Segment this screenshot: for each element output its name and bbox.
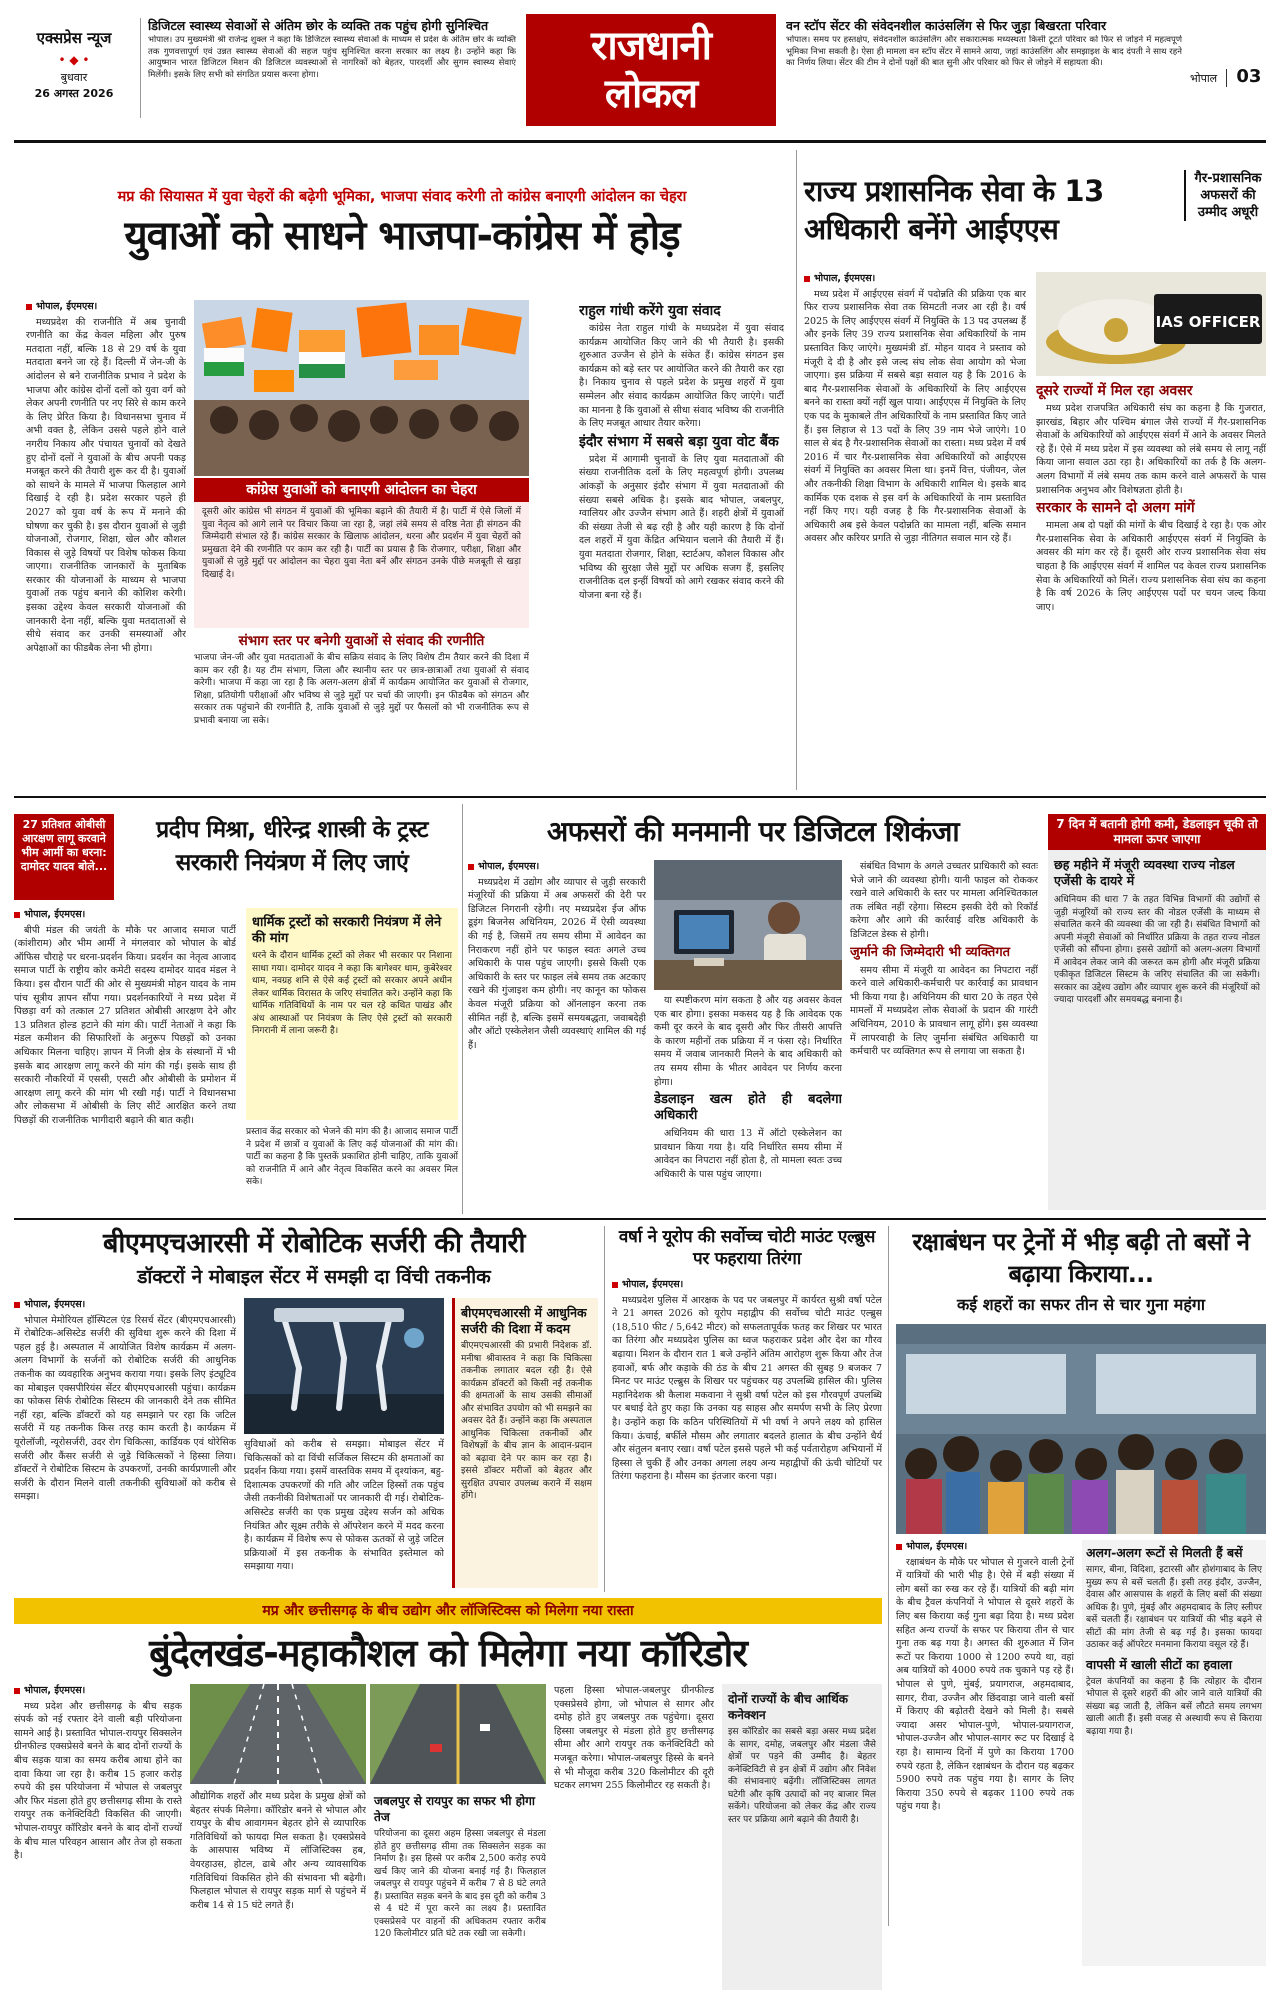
article8-col1-text: मध्य प्रदेश और छत्तीसगढ़ के बीच सड़क संपर्क को नई रफ्तार देने वाली बड़ी परियोजना सामने आई है। प्रस्तावित भोपाल-रायपुर सिक्सलेन ग्रीनफील्ड एक्सप्रेसवे बनने के बाद दोनों राज्यों के बीच सड़क यात्रा का समय करीब आधा होने का दावा किया जा रहा है। करीब 15 हजार करोड़ रुपये की इस परियोजना में भोपाल से जबलपुर और फिर मंडला होते हुए छत्तीसगढ़ सीमा के रास्ते रायपुर तक कनेक्टिविटी विकसित की जाएगी। भोपाल-रायपुर कॉरिडोर बनने के बाद दोनों राज्यों के बीच माल परिवहन आसान और तेज हो सकता है।	[14, 1700, 182, 1862]
article6-body: मध्यप्रदेश पुलिस में आरक्षक के पद पर जबलपुर में कार्यरत सुश्री वर्षा पटेल ने 21 अगस्त 2026 को यूरोप महाद्वीप की सर्वोच्च चोटी माउंट एल्ब्रुस (18,510 फीट / 5,642 मीटर) को सफलतापूर्वक फतह कर शिखर पर भारत का तिरंगा और मध्यप्रदेश पुलिस का ध्वज फहराकर प्रदेश और देश का गौरव बढ़ाया। मिशन के दौरान रात 1 बजे उन्होंने अंतिम आरोहण शुरू किया और तेज हवाओं, बर्फ और कड़ाके की ठंड के बीच 21 अगस्त की सुबह 9 बजकर 7 मिनट पर माउंट एल्ब्रुस के शिखर पर पहुंचकर यह उपलब्धि हासिल की। पुलिस महानिदेशक श्री कैलाश मकवाना ने सुश्री वर्षा पटेल को इस गौरवपूर्ण उपलब्धि पर बधाई देते हुए कहा कि उनका यह साहस और समर्पण सभी के लिए प्रेरणा है। उन्होंने कहा कि कठिन परिस्थितियों में भी वर्षा ने अपने लक्ष्य को हासिल किया। ऊंचाई, बर्फीले मौसम और लगातार बदलते हालात के बीच उन्होंने धैर्य और संतुलन बनाए रखा। वर्षा पटेल इससे पहले भी कई पर्वतारोहण अभियानों में हिस्सा ले चुकी हैं और उनका अगला लक्ष्य अन्य महाद्वीपों की ऊंची चोटियों पर तिरंगा फहराना है। मौसम का इंतजार करना पड़ा।	[612, 1294, 882, 1483]
brand-dots-icon: • ◆ •	[58, 53, 90, 67]
article4-col2-text: या स्पष्टीकरण मांग सकता है और यह अवसर केवल एक बार होगा। इसका मकसद यह है कि आवेदक एक कमी दूर करने के बाद दूसरी और फिर तीसरी आपत्ति के कारण महीनों तक प्रक्रिया में न फंसा रहे। निर्धारित समय में जवाब जानकारी मिलने के बाद अधिकारी को तय समय सीमा के भीतर आवेदन पर निर्णय करना होगा।	[654, 995, 842, 1088]
article3-body2: प्रस्ताव केंद्र सरकार को भेजने की मांग की है। आजाद समाज पार्टी ने प्रदेश में छात्रों व युवाओं के लिए कई योजनाओं की मांग की। पार्टी का कहना है कि पुस्तकें प्रकाशित होनी चाहिए, ताकि युवाओं को राजनीति में आने और नेतृत्व विकसित करने का अवसर मिल सके।	[246, 1127, 458, 1187]
article4-right-panel	[1048, 814, 1266, 1210]
article7-dateline: भोपाल, ईएमएस।	[906, 1541, 968, 1552]
brand-box	[14, 22, 134, 112]
article8-col1	[14, 1684, 182, 1990]
article4-dateline: भोपाल, ईएमएस।	[478, 861, 540, 872]
article5-box	[452, 1298, 598, 1588]
article3-sub1: धार्मिक ट्रस्टों को सरकारी नियंत्रण में लेने की मांग	[252, 915, 442, 946]
brief-right-title: वन स्टॉप सेंटर की संवेदनशील काउंसलिंग से फिर जुड़ा बिखरता परिवार	[786, 18, 1107, 33]
article4-sub2-text: समय सीमा में मंजूरी या आवेदन का निपटारा नहीं करने वाले अधिकारी-कर्मचारी पर कार्रवाई का प्रावधान भी किया गया है। अधिनियम की धारा 20 के तहत ऐसे मामलों में मध्यप्रदेश लोक सेवाओं के प्रदान की गारंटी अधिनियम, 2010 के प्रावधान लागू होंगे। इस व्यवस्था में लापरवाही के लिए जुर्माना संबंधित अधिकारी या कर्मचारी पर व्यक्तिगत रूप से लगाया जा सकता है।	[850, 964, 1038, 1058]
article1-headline: युवाओं को साधने भाजपा-कांग्रेस में होड़	[124, 213, 680, 259]
article4-col3-text: संबंधित विभाग के अगले उच्चतर प्राधिकारी को स्वतः भेजे जाने की व्यवस्था होगी। यानी फाइल को रोककर रखने वाले अधिकारी के स्तर पर मामला अनिश्चितकाल तक लंबित नहीं रहेगा। सिस्टम इसकी देरी को रिकॉर्ड करेगा और आगे की कार्रवाई वरिष्ठ अधिकारी के डिजिटल डेस्क से होगी।	[850, 861, 1038, 940]
article2-sub2-text: मामला अब दो पक्षों की मांगों के बीच दिखाई दे रहा है। एक ओर गैर-प्रशासनिक सेवा के अधिकारी आईएएस संवर्ग में नियुक्ति के अवसर की मांग कर रहे हैं। दूसरी ओर राज्य प्रशासनिक सेवा संघ चाहता है कि आईएएस संवर्ग में शामिल पद केवल राज्य प्रशासनिक सेवा के अधिकारियों को मिलें। राज्य प्रशासनिक सेवा संघ का कहना है कि वर्ष 2026 के लिए आईएएस पदों पर चयन जल्द किया जाए।	[1036, 520, 1266, 613]
article8-highway-photo	[370, 1684, 546, 1784]
page-number: 03	[1236, 66, 1262, 87]
article1-sub4: इंदौर संभाग में सबसे बड़ा युवा वोट बैंक	[579, 433, 779, 450]
article5-col2: सुविधाओं को करीब से समझा। मोबाइल सेंटर में चिकित्सकों को दा विंची सर्जिकल सिस्टम की क्षमताओं का प्रदर्शन किया गया। इसमें वास्तविक समय में दृश्यांकन, बहु-दिशात्मक उपकरणों की गति और जटिल हिस्सों तक पहुंच जैसी तकनीकी विशेषताओं पर जानकारी दी गई। रोबोटिक-असिस्टेड सर्जरी का एक प्रमुख उद्देश्य सर्जन को अधिक नियंत्रित और सूक्ष्म तरीके से ऑपरेशन करने में मदद करना है। कार्यक्रम में विशेष रूप से फोकस ऊतकों से जुड़े जटिल प्रक्रियाओं में इस तकनीक के संभावित इस्तेमाल को समझाया गया।	[244, 1439, 444, 1573]
article1-dateline: भोपाल, ईएमएस।	[36, 301, 98, 312]
article8-sub1: जबलपुर से रायपुर का सफर भी होगा तेज	[374, 1794, 535, 1824]
brief-left-text: भोपाल। उप मुख्यमंत्री श्री राजेन्द्र शुक्ल ने कहा कि डिजिटल स्वास्थ्य सेवाओं के माध्यम से प्रदेश के अंतिम छोर के व्यक्ति तक गुणवत्तापूर्ण एवं उन्नत स्वास्थ्य सेवाओं की सहज पहुंच सुनिश्चित करना सरकार का लक्ष्य है। उन्होंने कहा कि आयुष्मान भारत डिजिटल मिशन की डिजिटल व्यवस्थाओं से नागरिकों को बेहतर, पारदर्शी और सुगम स्वास्थ्य सेवाएं मिलेंगी। इसके लिए सभी को संगठित प्रयास करना होगा।	[148, 35, 516, 80]
article5-box-title: बीएमएचआरसी में आधुनिक सर्जरी की दिशा में कदम	[461, 1305, 587, 1336]
article4-sub1-text: अधिनियम की धारा 13 में ऑटो एस्केलेशन का प्रावधान किया गया है। यदि निर्धारित समय सीमा में आवेदन का निपटारा नहीं होता है, तो मामला स्वतः उच्च अधिकारी के पास पहुंच जाएगा।	[654, 1128, 842, 1180]
article4-sub2: जुर्माने की जिम्मेदारी भी व्यक्तिगत	[850, 944, 1011, 960]
article2-ias-cap-photo	[1036, 272, 1266, 376]
article7-col1	[896, 1540, 1074, 1966]
article8-dateline: भोपाल, ईएमएस।	[24, 1685, 86, 1696]
article3-left-box: 27 प्रतिशत ओबीसी आरक्षण लागू करवाने भीम आर्मी का धरना: दामोदर यादव बोले...	[14, 814, 114, 900]
article7-col2-sub-text: ट्रेवल कंपनियों का कहना है कि त्योहार के दौरान भोपाल से दूसरे शहरों की ओर जाने वाले यात्रियों की संख्या बढ़ जाती है, लेकिन बसें लौटते समय लगभग खाली आती हैं। इसी वजह से अस्थायी रूप से किराया बढ़ाया गया है।	[1086, 1676, 1262, 1737]
page-city: भोपाल	[1190, 72, 1218, 85]
article1-col1-text: मध्यप्रदेश की राजनीति में अब चुनावी रणनीति का केंद्र केवल महिला और पुरुष मतदाता नहीं, बल्कि 18 से 29 वर्ष के युवा मतदाता बनने जा रहे हैं। दिल्ली में जेन-जी के आंदोलन से बने राजनीतिक प्रभाव ने प्रदेश के भाजपा और कांग्रेस दोनों दलों को युवा वर्ग को लेकर अपनी रणनीति पर नए सिरे से काम करने के लिए प्रेरित किया है। विधानसभा चुनाव में अभी वक्त है, लेकिन उससे पहले होने वाले नगरीय निकाय और पंचायत चुनावों को देखते हुए दोनों दलों ने युवाओं के बीच अपनी पकड़ मजबूत करने की तैयारी शुरू कर दी है। युवाओं को साधने के मामले में भाजपा फिलहाल आगे दिखाई दे रही है। प्रदेश सरकार पहले ही 2027 को युवा वर्ष के रूप में मनाने की घोषणा कर चुकी है। इस दौरान युवाओं से जुड़ी योजनाओं, रोजगार, शिक्षा, खेल और कौशल विकास से जुड़े विषयों पर विशेष फोकस किया जाएगा। राजनीतिक जानकारों के मुताबिक सरकार की योजनाओं के माध्यम से भाजपा युवाओं तक पहुंच बनाने की कोशिश करेगी। इसका उद्देश्य केवल सरकारी योजनाओं की जानकारी देना नहीं, बल्कि युवा मतदाताओं से सीधे संवाद कर उनकी समस्याओं और अपेक्षाओं का फीडबैक लेना भी होगा।	[26, 316, 186, 654]
section-title-box	[526, 14, 776, 126]
article1-kicker: मप्र की सियासत में युवा चेहरों की बढ़ेगी भूमिका, भाजपा संवाद करेगी तो कांग्रेस बनाएगी आंदोलन का चेहरा	[117, 189, 687, 205]
article7-col1-text: रक्षाबंधन के मौके पर भोपाल से गुजरने वाली ट्रेनों में यात्रियों की भारी भीड़ है। ऐसे में बड़ी संख्या में लोग बसों का रुख कर रहे हैं। यात्रियों की बढ़ी मांग के बीच ट्रैवल कंपनियों ने भोपाल से दूसरे शहरों के लिए बस किराया कई गुना बढ़ा दिया है। मध्य प्रदेश सहित अन्य राज्यों के सफर पर किराया तीन से चार गुना तक बढ़ गया है। अगस्त की शुरुआत में जिन रूटों पर किराया 1000 से 1200 रुपये था, वहां अब यात्रियों को 4000 रुपये तक चुकाने पड़ रहे हैं। भोपाल से पुणे, मुंबई, प्रयागराज, अहमदाबाद, सागर, रीवा, उज्जैन और छिंदवाड़ा जाने वाली बसों में किराए की बढ़ोतरी देखने को मिली है। सबसे ज्यादा असर भोपाल-पुणे, भोपाल-प्रयागराज, भोपाल-उज्जैन और भोपाल-सागर रूट पर दिखाई दे रहा है। सामान्य दिनों में पुणे का किराया 1700 रुपये रहता है, लेकिन रक्षाबंधन के दौरान यह बढ़कर 5900 रुपये तक पहुंच गया है। सागर के लिए किराया 350 रुपये से बढ़कर 1100 रुपये तक पहुंच गया है।	[896, 1556, 1074, 1813]
article2-body: मध्य प्रदेश में आईएएस संवर्ग में पदोन्नति की प्रक्रिया एक बार फिर राज्य प्रशासनिक सेवा तक सिमटती नजर आ रही है। वर्ष 2025 के लिए आईएएस संवर्ग में नियुक्ति के 13 पद उपलब्ध हैं और इनके लिए 39 राज्य प्रशासनिक सेवा अधिकारियों के नाम प्रस्तावित किए जाएंगे। मुख्यमंत्री डॉ. मोहन यादव ने प्रस्ताव को मंजूरी दे दी है और इसे जल्द संघ लोक सेवा आयोग को भेजा जाएगा। इस प्रक्रिया में सबसे बड़ा सवाल यह है कि 2016 के बाद गैर-प्रशासनिक सेवाओं के अधिकारियों के लिए आईएएस बनने का रास्ता क्यों नहीं खुल पाया। आईएएस में नियुक्ति के लिए एक पद के मुकाबले तीन अधिकारियों के नाम प्रस्तावित किए जाते हैं। इस लिहाज से 13 पदों के लिए 39 नाम भेजे जाएंगे। 10 साल से बंद है गैर-प्रशासनिक सेवाओं का रास्ता। मध्य प्रदेश में वर्ष 2016 में चार गैर-प्रशासनिक सेवा अधिकारियों को आईएएस संवर्ग में नियुक्ति का अवसर मिला था। इनमें वित्त, पंजीयन, जेल और तकनीकी शिक्षा विभाग के अधिकारी शामिल थे। इसके बाद कार्मिक एक दशक से इस वर्ग के अधिकारियों के नाम प्रस्तावित नहीं किए गए। यही वजह है कि गैर-प्रशासनिक सेवाओं के अधिकारी अब इसे केवल पदोन्नति का मामला नहीं, बल्कि समान अवसर और करियर प्रगति से जुड़ा नीतिगत सवाल मान रहे हैं।	[804, 288, 1026, 545]
brand-name: एक्सप्रेस न्यूज	[36, 29, 112, 47]
article5-subhead: डॉक्टरों ने मोबाइल सेंटर में समझी दा विंची तकनीक	[137, 1266, 491, 1288]
article2-right-col	[1036, 380, 1266, 792]
article5-headline: बीएमएचआरसी में रोबोटिक सर्जरी की तैयारी	[102, 1228, 525, 1259]
article1-sub3: राहुल गांधी करेंगे युवा संवाद	[579, 303, 721, 319]
article3-body: बीपी मंडल की जयंती के मौके पर आजाद समाज पार्टी (कांशीराम) और भीम आर्मी ने मंगलवार को भोपाल के बोर्ड ऑफिस चौराहे पर धरना-प्रदर्शन किया। प्रदर्शन का नेतृत्व आजाद समाज पार्टी के राष्ट्रीय कोर कमेटी सदस्य दामोदर यादव मंडल ने किया। इस दौरान पार्टी की ओर से मुख्यमंत्री मोहन यादव के नाम पांच सूत्रीय ज्ञापन सौंपा गया। प्रदर्शनकारियों ने मध्य प्रदेश में पिछड़ा वर्ग को तत्काल 27 प्रतिशत ओबीसी आरक्षण देने और 13 प्रतिशत होल्ड हटाने की मांग की। पार्टी नेताओं ने कहा कि मंडल कमीशन की सिफारिशों के अनुरूप पिछड़ों को उनका अधिकार मिलना चाहिए। ज्ञापन में निजी क्षेत्र के संस्थानों में भी इसके बाद आरक्षण लागू करने की मांग की गई। इसके साथ ही सरकारी नौकरियों में एससी, एसटी और ओबीसी के प्रमोशन में आरक्षण लागू करने की मांग भी रखी गई। पार्टी ने विधानसभा और लोकसभा में ओबीसी के लिए सीटें आरक्षित करने तथा पिछड़ों की राजनीतिक भागीदारी बढ़ाने की बात कही।	[14, 924, 236, 1126]
article4-right-sub: छह महीने में मंजूरी व्यवस्था राज्य नोडल एजेंसी के दायरे में	[1054, 857, 1235, 888]
brief-right-text: भोपाल। समय पर हस्तक्षेप, संवेदनशील काउंसलिंग और सकारात्मक मध्यस्थता किसी टूटते परिवार को फिर से जोड़ने में महत्वपूर्ण भूमिका निभा सकती है। ऐसा ही मामला वन स्टॉप सेंटर में सामने आया, जहां काउंसलिंग और समझाइश के बाद दंपती ने साथ रहने का निर्णय लिया। सेंटर की टीम ने दोनों पक्षों की बात सुनी और परिवार को फिर से जोड़ने में सहायता की।	[786, 35, 1182, 68]
article7-crowd-photo	[896, 1324, 1266, 1534]
article7-col2-text: सागर, बीना, विदिशा, इटारसी और होशंगाबाद के लिए मुख्य रूप से बसें चलती हैं। इसी तरह इंदौर, उज्जैन, देवास और आसपास के शहरों के लिए बसों की संख्या अधिक है। पुणे, मुंबई और अहमदाबाद के लिए स्लीपर बसें चलती हैं। रक्षाबंधन पर यात्रियों की भीड़ बढ़ने से सीटों की मांग तेजी से बढ़ गई है। इसका फायदा उठाकर कई ऑपरेटर मनमाना किराया वसूल रहे हैं।	[1086, 1565, 1262, 1650]
article8-sub2-box	[722, 1684, 882, 1990]
article6-headline: वर्षा ने यूरोप की सर्वोच्च चोटी माउंट एल्ब्रुस पर फहराया तिरंगा	[618, 1227, 876, 1269]
article-ias-promotion	[804, 160, 1266, 790]
article7-col2-sub: वापसी में खाली सीटों का हवाला	[1086, 1656, 1232, 1672]
article1-photo-caption-box	[194, 478, 529, 628]
article4-col1	[468, 860, 646, 1210]
article2-sub2: सरकार के सामने दो अलग मांगें	[1036, 500, 1195, 517]
brief-left	[148, 18, 516, 118]
article-digital-monitoring	[468, 804, 1266, 1214]
article8-sub1-text: परियोजना का दूसरा अहम हिस्सा जबलपुर से मंडला होते हुए छत्तीसगढ़ सीमा तक सिक्सलेन सड़क का निर्माण है। इस हिस्से पर करीब 2,500 करोड़ रुपये खर्च किए जाने की योजना बनाई गई है। फिलहाल जबलपुर से रायपुर पहुंचने में करीब 7 से 8 घंटे लगते हैं। प्रस्तावित सड़क बनने के बाद इस दूरी को करीब 3 से 4 घंटे में पूरा करने का लक्ष्य है। प्रस्तावित एक्सप्रेसवे पर वाहनों की अधिकतम रफ्तार करीब 120 किलोमीटर प्रति घंटे तक रखी जा सकेगी।	[374, 1829, 546, 1939]
article1-photo-caption: कांग्रेस युवाओं को बनाएगी आंदोलन का चेहरा	[194, 478, 529, 502]
article7-col2	[1082, 1540, 1266, 1966]
article4-col3	[850, 860, 1038, 1210]
article-everest-elbrus	[612, 1226, 882, 1592]
article4-office-photo	[654, 860, 842, 990]
article4-sub1: डेडलाइन खत्म होते ही बदलेगा अधिकारी	[654, 1092, 842, 1124]
article5-dateline: भोपाल, ईएमएस।	[24, 1299, 86, 1310]
article-bus-fares	[896, 1226, 1266, 1970]
article5-robot-photo	[244, 1298, 444, 1434]
article4-headline: अफसरों की मनमानी पर डिजिटल शिकंजा	[546, 815, 960, 848]
article1-rally-photo	[194, 300, 529, 476]
brief-right	[786, 18, 1182, 118]
article6-dateline: भोपाल, ईएमएस।	[622, 1279, 684, 1290]
article3-sub1-box	[246, 908, 458, 1120]
article3-col1	[14, 908, 236, 1204]
article2-body-col	[804, 272, 1026, 792]
issue-date: 26 अगस्त 2026	[34, 87, 114, 100]
article8-sub2: दोनों राज्यों के बीच आर्थिक कनेक्शन	[728, 1692, 848, 1722]
article4-right-text: अधिनियम की धारा 7 के तहत विभिन्न विभागों की उद्योगों से जुड़ी मंजूरियों को राज्य स्तर की नोडल एजेंसी के माध्यम से संचालित करने की व्यवस्था की जा रही है। संबंधित विभागों को अपनी मंजूरी सेवाओं को निर्धारित प्रक्रिया के तहत राज्य नोडल एजेंसी को सौंपना होगा। इससे उद्योगों को अलग-अलग विभागों में आवेदन लेकर जाने की जरूरत कम होगी और मंजूरी प्रक्रिया एकीकृत डिजिटल सिस्टम के जरिए संचालित की जा सकेगी। सरकार का उद्देश्य उद्योग और व्यापार शुरू करने की मंजूरियों को ज्यादा पारदर्शी और समयबद्ध बनाना है।	[1054, 895, 1260, 1005]
article8-sub2-text: इस कॉरिडोर का सबसे बड़ा असर मध्य प्रदेश के सागर, दमोह, जबलपुर और मंडला जैसे क्षेत्रों पर पड़ने की उम्मीद है। बेहतर कनेक्टिविटी से इन क्षेत्रों में उद्योग और निवेश की संभावनाएं बढ़ेंगी। लॉजिस्टिक्स लागत घटेगी और कृषि उत्पादों को नए बाजार मिल सकेंगे। परियोजना को लेकर केंद्र और राज्य स्तर पर प्रक्रिया आगे बढ़ाने की तैयारी है।	[728, 1727, 876, 1825]
article8-sub1-box	[374, 1790, 546, 1990]
article5-col1-text: भोपाल मेमोरियल हॉस्पिटल एंड रिसर्च सेंटर (बीएमएचआरसी) में रोबोटिक-असिस्टेड सर्जरी की सुविधा शुरू करने की दिशा में पहल हुई है। अस्पताल में आयोजित विशेष कार्यक्रम में अलग-अलग विभागों के सर्जनों को रोबोटिक सर्जरी की आधुनिक तकनीक का व्यवहारिक अनुभव कराया गया। इसके लिए इंट्यूटिव का मोबाइल एक्सपीरियंस सेंटर बीएमएचआरसी पहुंचा। कार्यक्रम का फोकस सिर्फ रोबोटिक सिस्टम की जानकारी देने तक सीमित नहीं रहा, बल्कि डॉक्टरों को यह समझाने पर रहा कि जटिल सर्जरी में यह तकनीक किस तरह काम करती है। कार्यक्रम में यूरोलॉजी, न्यूरोसर्जरी, उदर रोग चिकित्सा, कार्डियक एवं थोरेसिक सर्जरी और कैंसर सर्जरी से जुड़े चिकित्सकों ने हिस्सा लिया। डॉक्टरों ने रोबोटिक सिस्टम के उपकरणों, उनकी कार्यप्रणाली और सर्जरी के दौरान मिलने वाली तकनीकी सुविधाओं को करीब से समझा।	[14, 1314, 236, 1503]
article7-col2-title: अलग-अलग रूटों से मिलती हैं बसें	[1086, 1545, 1243, 1560]
article2-dateline: भोपाल, ईएमएस।	[814, 273, 876, 284]
article2-sub1: दूसरे राज्यों में मिल रहा अवसर	[1036, 383, 1193, 399]
article6-col	[612, 1278, 882, 1588]
article3-headline: प्रदीप मिश्रा, धीरेन्द्र शास्त्री के ट्रस्ट सरकारी नियंत्रण में लिए जाएं	[156, 817, 428, 876]
article1-col3	[579, 300, 784, 780]
article4-col1-text: मध्यप्रदेश में उद्योग और व्यापार से जुड़ी सरकारी मंजूरियों की प्रक्रिया में अब अफसरों की देरी पर डिजिटल निगरानी रहेगी। नए मध्यप्रदेश ईज ऑफ डूइंग बिजनेस अधिनियम, 2026 में ऐसी व्यवस्था की गई है, जिसमें तय समय सीमा में आवेदन का निराकरण नहीं होने पर फाइल स्वतः अगले उच्च अधिकारी के पास पहुंच जाएगी। इससे किसी एक अधिकारी के स्तर पर फाइल लंबे समय तक अटकाए रखने की गुंजाइश कम होगी। नए कानून का फोकस केवल मंजूरी प्रक्रिया को ऑनलाइन करना तक सीमित नहीं है, बल्कि इसमें समयबद्धता, जवाबदेही और ऑटो एस्केलेशन जैसी व्यवस्थाएं शामिल की गई हैं।	[468, 876, 646, 1051]
article7-headline: रक्षाबंधन पर ट्रेनों में भीड़ बढ़ी तो बसों ने बढ़ाया किराया...	[912, 1228, 1250, 1288]
article8-col2: औद्योगिक शहरों और मध्य प्रदेश के प्रमुख क्षेत्रों को बेहतर संपर्क मिलेगा। कॉरिडोर बनने से भोपाल और रायपुर के बीच आवागमन बेहतर होने से व्यापारिक गतिविधियों को फायदा मिल सकता है। एक्सप्रेसवे के आसपास भविष्य में लॉजिस्टिक्स हब, वेयरहाउस, होटल, ढाबे और अन्य व्यावसायिक गतिविधियां विकसित होने की संभावना भी बढ़ेगी। फिलहाल भोपाल से रायपुर सड़क मार्ग से पहुंचने में करीब 14 से 15 घंटे लगते हैं।	[190, 1791, 366, 1911]
article8-kicker: मप्र और छत्तीसगढ़ के बीच उद्योग और लॉजिस्टिक्स को मिलेगा नया रास्ता	[262, 1603, 634, 1619]
masthead	[14, 14, 1266, 134]
section-title-line1: राजधानी	[591, 23, 711, 69]
article1-sub2-box	[194, 630, 529, 780]
article5-col1	[14, 1298, 236, 1588]
article7-subhead: कई शहरों का सफर तीन से चार गुना महंगा	[957, 1295, 1205, 1314]
article2-side-note: गैर-प्रशासनिक अफसरों की उम्मीद अधूरी	[1184, 170, 1266, 221]
article1-photo-caption-text: दूसरी ओर कांग्रेस भी संगठन में युवाओं की भूमिका बढ़ाने की तैयारी में है। पार्टी में ऐसे जिलों में युवा नेतृत्व को आगे लाने पर विचार किया जा रहा है, जहां लंबे समय से वरिष्ठ नेता ही संगठन की जिम्मेदारी संभाल रहे हैं। कांग्रेस सरकार के खिलाफ आंदोलन, धरना और प्रदर्शन में युवा चेहरों को प्रमुखता देने की रणनीति पर काम कर रही है। पार्टी का प्रयास है कि रोजगार, परीक्षा, शिक्षा और युवाओं से जुड़े मुद्दों पर आंदोलन का चेहरा युवा नेता बनें और संगठन उनके पीछे मजबूती से खड़ा दिखाई दे।	[202, 507, 521, 580]
article5-box-text: बीएमएचआरसी की प्रभारी निदेशक डॉ. मनीषा श्रीवास्तव ने कहा कि चिकित्सा तकनीक लगातार बदल रही है। ऐसे कार्यक्रम डॉक्टरों को किसी नई तकनीक की क्षमताओं के साथ उसकी सीमाओं और संभावित उपयोग को भी समझने का अवसर देते हैं। उन्होंने कहा कि अस्पताल आधुनिक चिकित्सा तकनीकों और विशेषज्ञों के बीच ज्ञान के आदान-प्रदान को बढ़ावा देने पर काम कर रहा है। इससे डॉक्टर मरीजों को बेहतर और सुरक्षित उपचार उपलब्ध कराने में सक्षम होंगे।	[461, 1341, 592, 1501]
brief-left-title: डिजिटल स्वास्थ्य सेवाओं से अंतिम छोर के व्यक्ति तक पहुंच होगी सुनिश्चित	[148, 18, 489, 33]
article8-col4: पहला हिस्सा भोपाल-जबलपुर ग्रीनफील्ड एक्सप्रेसवे होगा, जो भोपाल से सागर और दमोह होते हुए जबलपुर तक पहुंचेगा। दूसरा हिस्सा जबलपुर से मंडला होते हुए छत्तीसगढ़ सीमा और आगे रायपुर तक कनेक्टिविटी को मजबूत करेगा। भोपाल-जबलपुर हिस्से के बनने से भी मौजूदा करीब 320 किलोमीटर की दूरी घटकर लगभग 255 किलोमीटर रह सकती है।	[554, 1685, 714, 1792]
article8-headline: बुंदेलखंड-महाकौशल को मिलेगा नया कॉरिडोर	[149, 1631, 747, 1675]
article1-sub3-text: कांग्रेस नेता राहुल गांधी के मध्यप्रदेश में युवा संवाद कार्यक्रम आयोजित किए जाने की भी तैयारी है। इसकी शुरुआत उज्जैन से होने के संकेत हैं। कांग्रेस संगठन इस कार्यक्रम को बड़े स्तर पर आयोजित करने की तैयारी कर रहा है। निकाय चुनाव से पहले प्रदेश के प्रमुख शहरों में युवा सम्मेलन और संवाद कार्यक्रम आयोजित किए जाएंगे। पार्टी का मानना है कि युवाओं से सीधा संवाद भविष्य की राजनीति के लिए मजबूत आधार तैयार करेगा।	[579, 323, 784, 430]
article1-sub2: संभाग स्तर पर बनेगी युवाओं से संवाद की रणनीति	[238, 633, 485, 649]
article-obc-protest	[14, 804, 458, 1214]
article2-sign-text: IAS OFFICER	[1155, 313, 1261, 331]
article8-expressway-photo	[190, 1684, 366, 1784]
section-title-line2: लोकल	[604, 71, 698, 117]
article-corridor	[14, 1598, 882, 1994]
article2-sub1-text: मध्य प्रदेश राजपत्रित अधिकारी संघ का कहना है कि गुजरात, झारखंड, बिहार और पश्चिम बंगाल जैसे राज्यों में गैर-प्रशासनिक सेवाओं के अधिकारियों को आईएएस संवर्ग में आने के अवसर मिलते रहे हैं। ऐसे में मध्य प्रदेश में इस व्यवस्था को लंबे समय से लागू नहीं किया जाना सवाल उठा रहा है। अधिकारियों का तर्क है कि अलग-अलग विभागों में लंबे समय तक काम करने वाले अफसरों के पास प्रशासनिक अनुभव और विशेषज्ञता होती है।	[1036, 403, 1266, 496]
article4-col2	[654, 994, 842, 1210]
article-robotic-surgery	[14, 1226, 598, 1592]
article3-dateline: भोपाल, ईएमएस।	[24, 909, 86, 920]
article-youth-politics	[14, 150, 790, 790]
issue-day: बुधवार	[60, 71, 88, 84]
article4-right-box: 7 दिन में बतानी होगी कमी, डेडलाइन चूकी तो मामला ऊपर जाएगा	[1048, 814, 1266, 850]
page-info	[1190, 66, 1266, 96]
article1-sub4-text: प्रदेश में आगामी चुनावों के लिए युवा मतदाताओं की संख्या राजनीतिक दलों के लिए महत्वपूर्ण होगी। उपलब्ध आंकड़ों के अनुसार इंदौर संभाग में युवा मतदाताओं की संख्या सबसे अधिक है। इसके बाद भोपाल, जबलपुर, ग्वालियर और उज्जैन संभाग आते हैं। शहरी क्षेत्रों में युवाओं की संख्या तेजी से बढ़ रही है और यही कारण है कि दोनों दल शहरों में युवा केंद्रित अभियान चलाने की तैयारी में हैं। युवा मतदाता रोजगार, शिक्षा, स्टार्टअप, कौशल विकास और भविष्य की सुरक्षा जैसे मुद्दों पर अधिक सजग हैं, इसलिए राजनीतिक दल इन्हीं विषयों को आगे रखकर संवाद करने की योजना बना रहे हैं।	[579, 453, 784, 601]
article1-sub2-text: भाजपा जेन-जी और युवा मतदाताओं के बीच सक्रिय संवाद के लिए विशेष टीम तैयार करने की दिशा में काम कर रही है। यह टीम संभाग, जिला और स्थानीय स्तर पर छात्र-छात्राओं तथा युवाओं से संवाद करेगी। भाजपा में कहा जा रहा है कि अलग-अलग क्षेत्रों में कार्यक्रम आयोजित कर युवाओं से रोजगार, शिक्षा, प्रतियोगी परीक्षाओं और भविष्य से जुड़े मुद्दों पर चर्चा की जाएगी। इन फीडबैक को संगठन और सरकार तक पहुंचाने की रणनीति है, ताकि युवाओं से जुड़े मुद्दों पर फैसलों को भी राजनीतिक रूप से प्रभावी बनाया जा सके।	[194, 653, 529, 726]
article3-sub1-text: धरने के दौरान धार्मिक ट्रस्टों को लेकर भी सरकार पर निशाना साधा गया। दामोदर यादव ने कहा कि बागेश्वर धाम, कुबेरेश्वर धाम, नवग्रह शनि से ऐसे कई ट्रस्टों को सरकार अपने अधीन लेकर धार्मिक विरासत के जरिए संचालित करे। उन्होंने कहा कि धार्मिक गतिविधियों के नाम पर चल रहे कथित पाखंड और अंध आस्थाओं पर नियंत्रण के लिए ऐसे ट्रस्टों को सरकारी निगरानी में लाना जरूरी है।	[252, 951, 452, 1036]
article2-headline: राज्य प्रशासनिक सेवा के 13 अधिकारी बनेंगे आईएएस	[804, 174, 1104, 246]
